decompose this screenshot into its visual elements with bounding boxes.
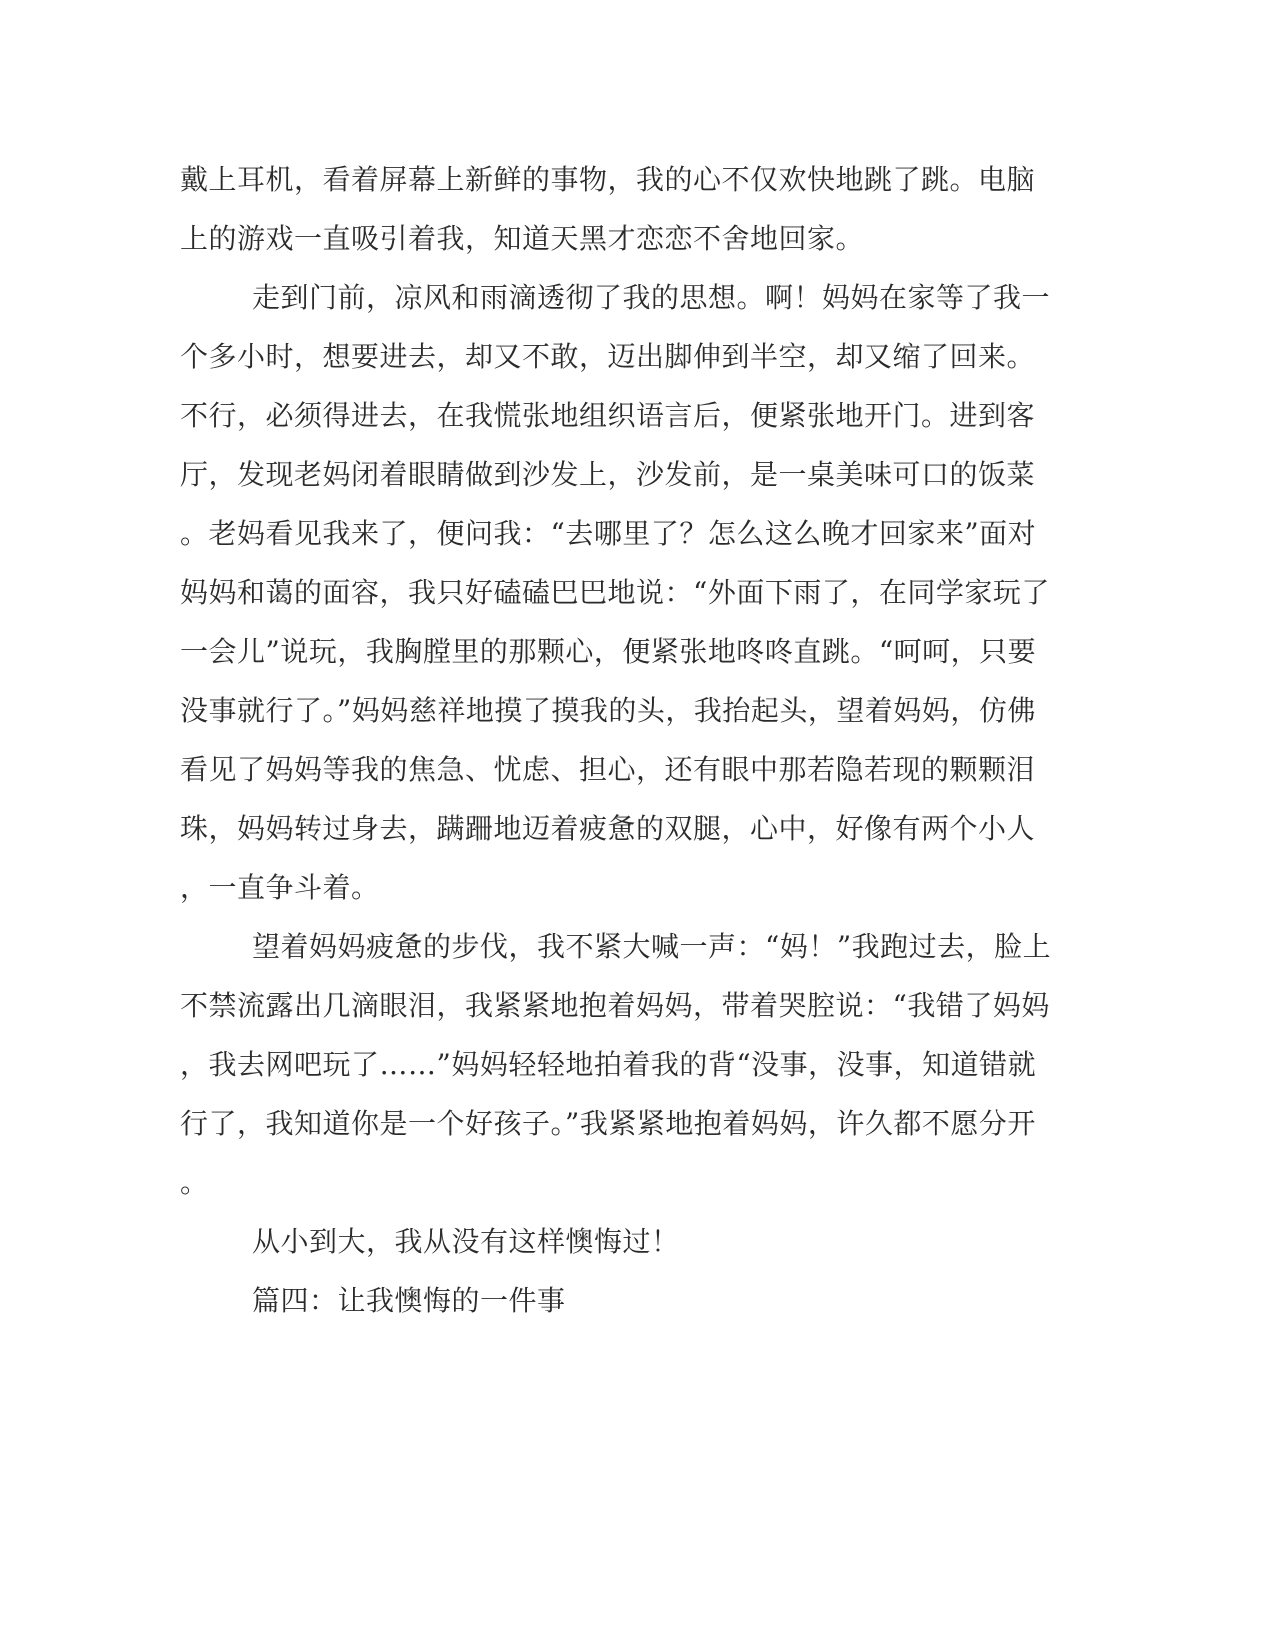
text-line: 个多小时，想要进去，却又不敢，迈出脚伸到半空，却又缩了回来。	[180, 340, 1036, 373]
text-line: 戴上耳机，看着屏幕上新鲜的事物，我的心不仅欢快地跳了跳。电脑	[180, 163, 1036, 196]
text-line: 妈妈和蔼的面容，我只好磕磕巴巴地说：“外面下雨了，在同学家玩了	[180, 576, 1050, 609]
text-line: 一会儿”说玩，我胸膛里的那颗心，便紧张地咚咚直跳。“呵呵，只要	[180, 635, 1037, 668]
text-line: 珠，妈妈转过身去，蹒跚地迈着疲惫的双腿，心中，好像有两个小人	[180, 812, 1036, 845]
paragraph-first-line: 从小到大，我从没有这样懊悔过！	[252, 1225, 680, 1258]
text-line: 不禁流露出几滴眼泪，我紧紧地抱着妈妈，带着哭腔说：“我错了妈妈	[180, 989, 1050, 1022]
text-line: ，一直争斗着。	[180, 871, 380, 904]
text-line: 没事就行了。”妈妈慈祥地摸了摸我的头，我抬起头，望着妈妈，仿佛	[180, 694, 1036, 727]
text-line: 。	[180, 1166, 209, 1199]
text-line: 上的游戏一直吸引着我，知道天黑才恋恋不舍地回家。	[180, 222, 865, 255]
text-line: 行了，我知道你是一个好孩子。”我紧紧地抱着妈妈，许久都不愿分开	[180, 1107, 1036, 1140]
paragraph-first-line: 走到门前，凉风和雨滴透彻了我的思想。啊！妈妈在家等了我一	[252, 281, 1051, 314]
text-line: ，我去网吧玩了……”妈妈轻轻地拍着我的背“没事，没事，知道错就	[180, 1048, 1037, 1081]
paragraph-first-line: 望着妈妈疲惫的步伐，我不紧大喊一声：“妈！”我跑过去，脸上	[252, 930, 1052, 963]
section-heading: 篇四：让我懊悔的一件事	[252, 1284, 566, 1317]
text-line: 看见了妈妈等我的焦急、忧虑、担心，还有眼中那若隐若现的颗颗泪	[180, 753, 1036, 786]
text-line: 。老妈看见我来了，便问我：“去哪里了？怎么这么晚才回家来”面对	[180, 517, 1037, 550]
text-line: 不行，必须得进去，在我慌张地组织语言后，便紧张地开门。进到客	[180, 399, 1036, 432]
text-line: 厅，发现老妈闭着眼睛做到沙发上，沙发前，是一桌美味可口的饭菜	[180, 458, 1036, 491]
